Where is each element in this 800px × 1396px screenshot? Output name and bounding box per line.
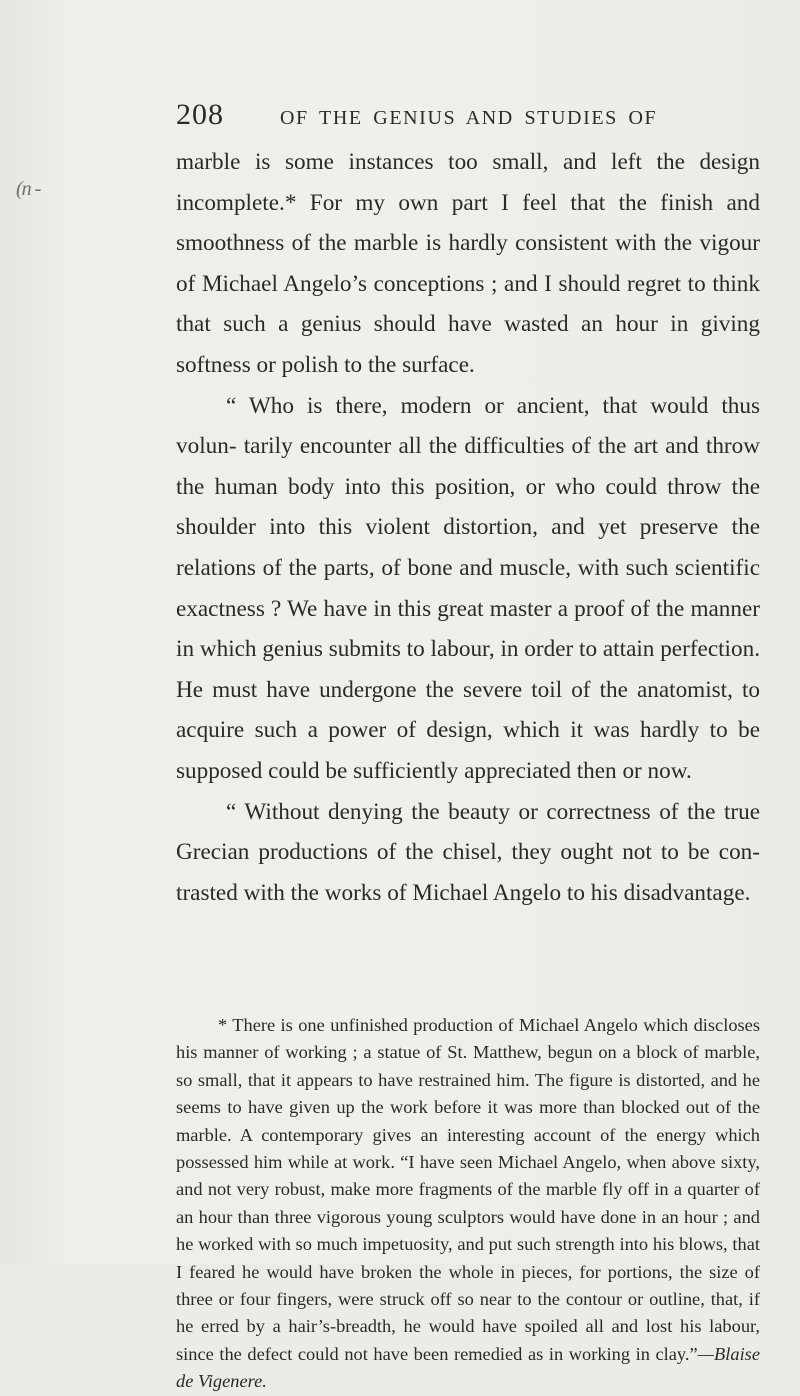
running-title: OF THE GENIUS AND STUDIES OF [280,107,658,129]
footnote [176,1012,760,1396]
paragraph-1: marble is some instances too small, and left the design incomplete.* For my own part I feel that the finish and smoothness of the marble is hardly consistent with the vigour of Michael Angelo’s conceptions ; and I should regret to think that such a genius should have wasted an hour in giving softness or polish to the surface. [176,149,760,378]
page-header [176,98,760,132]
margin-annotation: (n - [16,178,41,200]
page-number: 208 [176,98,224,131]
paragraph-2: “ Who is there, modern or ancient, that would thus volun- tarily encounter all the difficulties of the art and throw the human body into this position, or who could throw the shoulder into this violent distortion, and yet preserve the relations of the parts, of bone and muscle, with such scientific exactness ? We have in this great master a proof of the manner in which genius submits to labour, in order to attain perfection. He must have undergone the severe toil of the anatomist, to acquire such a power of design, which it was hardly to be supposed could be sufficiently appreciated then or now. [176,392,760,784]
footnote-attribution: —Blaise de Vigenere. [176,1343,760,1392]
main-text [176,142,760,913]
paragraph-3: “ Without denying the beauty or correctness of the true Grecian productions of the chisel, they ought not to be con- trasted with the works of Michael Angelo to his disadvantage. [176,798,760,906]
footnote-text: * There is one unfinished production of Michael Angelo which discloses his manner of working ; a statue of St. Matthew, begun on a block of marble, so small, that it appears to have restrained him. The figure is distorted, and he seems to have given up the work before it was more than blocked out of the marble. A contemporary gives an interesting account of the energy which possessed him while at work. “I have seen Michael Angelo, when above sixty, and not very robust, make more fragments of the marble fly off in a quarter of an hour than three vigorous young sculptors would have done in an hour ; and he worked with so much impetuosity, and put such strength into his blows, that I feared he would have broken the whole in pieces, for portions, the size of three or four fingers, were struck off so near to the contour or outline, that, if he erred by a hair’s-breadth, he would have spoiled all and lost his labour, since the defect could not have been remedied as in working in clay.” [176,1015,760,1364]
